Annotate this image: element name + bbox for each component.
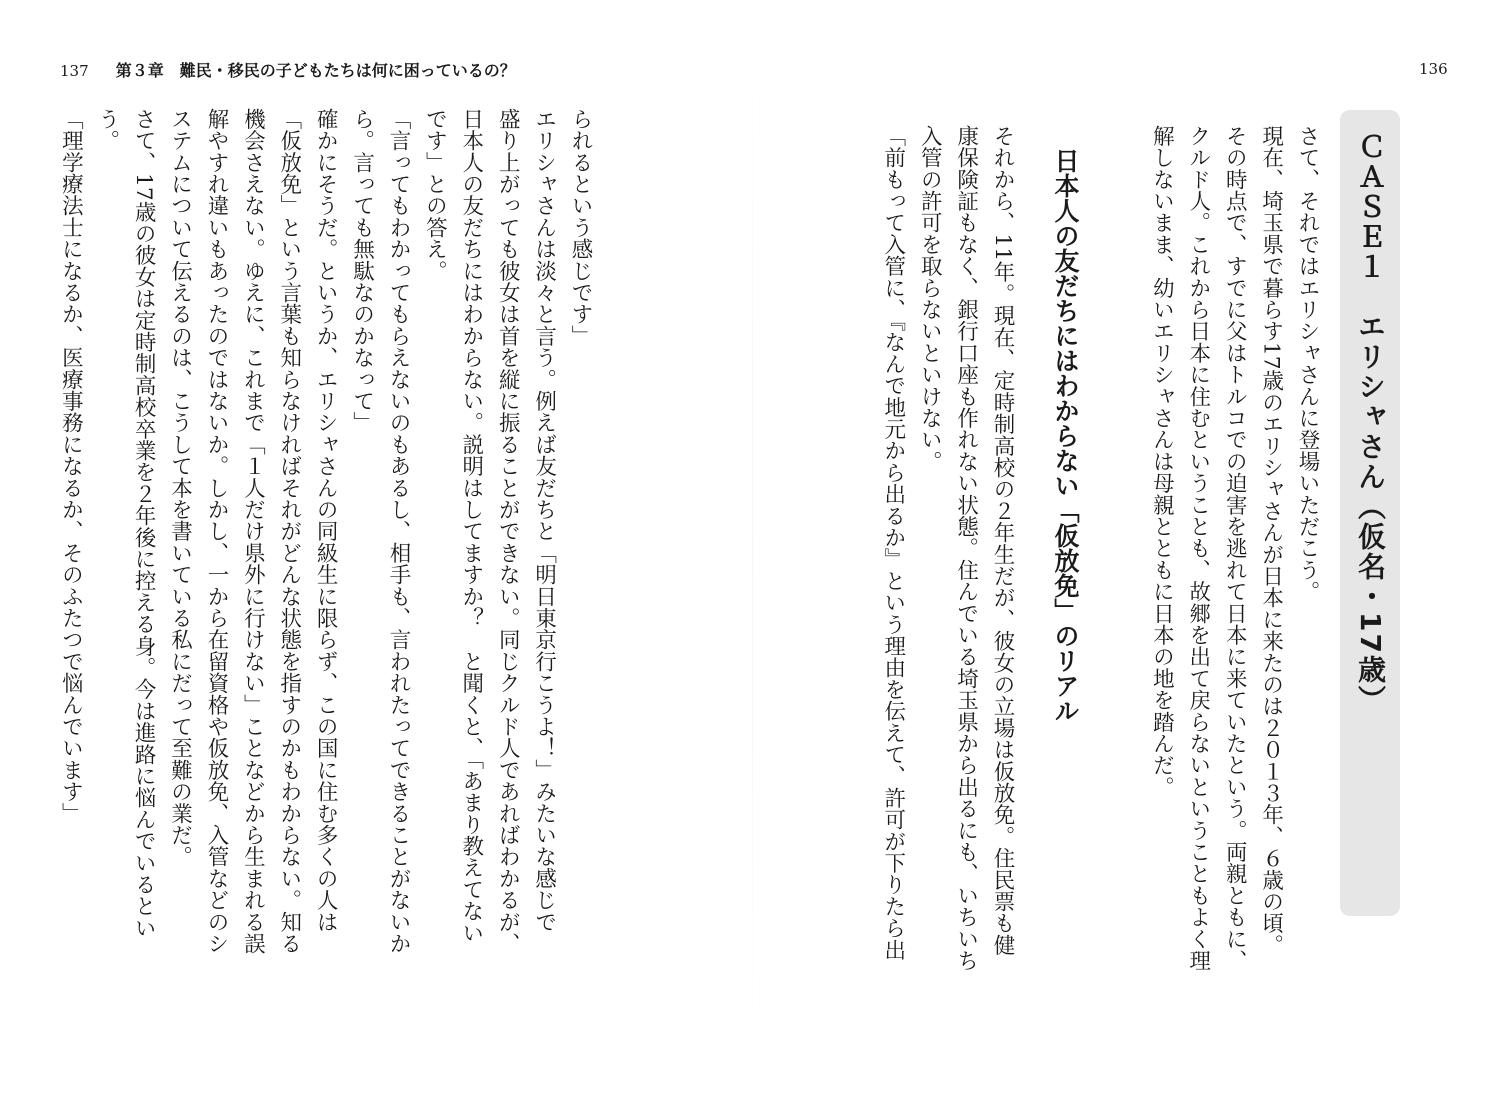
body-line: 「前もって入管に、『なんで地元から出るか』という理由を伝えて、許可が下りたら出: [880, 125, 906, 961]
left-running-head: [60, 58, 516, 81]
body-line: 機会さえない。ゆえに、これまで「１人だけ県外に行けない」ことなどから生まれる誤: [240, 108, 266, 955]
body-line: 解しないまま、幼いエリシャさんは母親とともに日本の地を踏んだ。: [1149, 125, 1175, 798]
body-line: ステムについて伝えるのは、こうして本を書いている私にだって至難の業だ。: [167, 108, 193, 868]
body-line: 確かにそうだ。というか、エリシャさんの同級生に限らず、この国に住む多くの人は: [313, 108, 339, 933]
case-label: ＣＡＳＥ１ エリシャさん（仮名・17歳）: [1354, 132, 1387, 715]
right-page-intro: [1149, 125, 1325, 972]
case-label-box: [1340, 110, 1400, 916]
body-line: 入管の許可を取らないといけない。: [917, 125, 943, 473]
body-line: 康保険証もなく、銀行口座も作れない状態。住んでいる埼玉県から出るにも、いちいち: [953, 125, 979, 972]
chapter-running-title: 第３章 難民・移民の子どもたちは何に困っているの？: [115, 61, 516, 80]
body-line: ら。言っても無駄なのかなって」: [349, 108, 375, 434]
right-page-number: 136: [1419, 60, 1448, 78]
body-line: 解やすれ違いもあったのではないか。しかし、一から在留資格や仮放免、入管などのシ: [203, 108, 229, 955]
body-line: それから、11年。現在、定時制高校の２年生だが、彼女の立場は仮放免。住民票も健: [990, 125, 1015, 956]
body-line: エリシャさんは淡々と言う。例えば友だちと「明日東京行こうよ！」みたいな感じで: [531, 108, 557, 933]
body-line: られるという感じです」: [568, 108, 593, 347]
left-page-body: [58, 108, 598, 955]
body-line: クルド人。これから日本に住むということも、故郷を出て戻らないということもよく理: [1185, 125, 1211, 972]
body-line: 現在、埼玉県で暮らす17歳のエリシャさんが日本に来たのは２０１３年、６歳の頃。: [1258, 125, 1284, 956]
body-line: さて、それではエリシャさんに登場いただこう。: [1295, 125, 1320, 603]
body-line: 日本人の友だちにはわからない。説明はしてますか？ と聞くと、「あまり教えてない: [458, 108, 484, 944]
body-line: です」との答え。: [422, 108, 448, 282]
body-line: さて、17歳の彼女は定時制高校卒業を２年後に控える身。今は進路に悩んでいるとい: [131, 108, 157, 939]
body-line: う。: [94, 108, 120, 152]
right-page-body: [870, 125, 1020, 972]
page-gutter: [752, 0, 753, 1110]
body-line: その時点で、すでに父はトルコでの迫害を逃れて日本に来ていたという。両親ともに、: [1222, 125, 1248, 972]
body-line: 「理学療法士になるか、医療事務になるか、そのふたつで悩んでいます」: [58, 108, 84, 825]
body-line: 盛り上がっても彼女は首を縦に振ることができない。同じクルド人であればわかるが、: [495, 108, 521, 955]
section-heading: 日本人の友だちにはわからない「仮放免」のリアル: [1051, 148, 1080, 723]
body-line: 「仮放免」という言葉も知らなければそれがどんな状態を指すのかもわからない。知る: [276, 108, 302, 955]
left-page-number: 137: [60, 62, 89, 80]
body-line: 「言ってもわかってもらえないのもあるし、相手も、言われたってできることがないか: [385, 108, 411, 955]
